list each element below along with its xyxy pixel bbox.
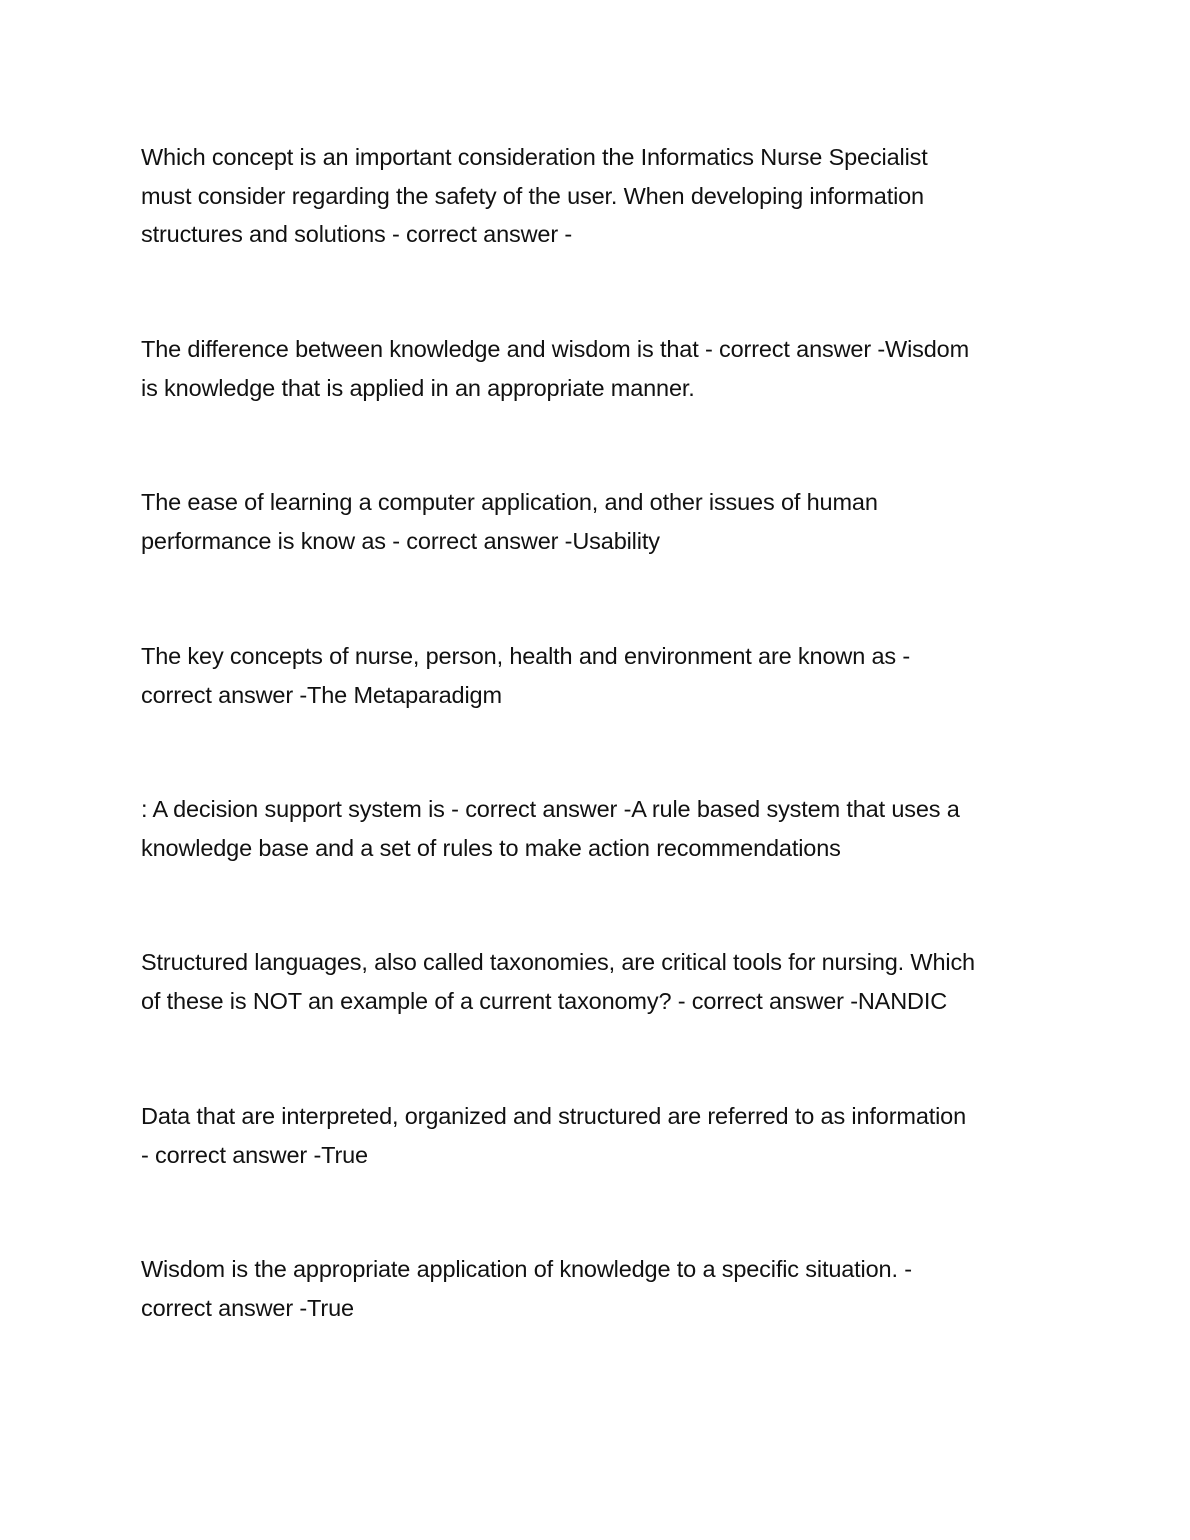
- qa-text-line: of these is NOT an example of a current taxonomy? - correct answer -NANDIC: [141, 987, 948, 1014]
- qa-text-line: is knowledge that is applied in an appropriate manner.: [141, 374, 695, 401]
- qa-text-line: - correct answer -True: [141, 1141, 368, 1168]
- qa-text-line: The ease of learning a computer application, and other issues of human: [141, 489, 878, 515]
- qa-text-line: Structured languages, also called taxonomies, are critical tools for nursing. Which: [141, 949, 975, 975]
- qa-text-line: performance is know as - correct answer -Usability: [141, 527, 660, 554]
- qa-text-line: knowledge base and a set of rules to make action recommendations: [141, 834, 841, 861]
- qa-item-6: [141, 943, 1046, 1020]
- qa-item-2: [141, 330, 1046, 407]
- qa-text-line: structures and solutions - correct answer -: [141, 221, 573, 248]
- qa-text-line: must consider regarding the safety of the user. When developing information: [141, 182, 924, 209]
- qa-text-line: correct answer -The Metaparadigm: [141, 681, 502, 708]
- qa-item-8: [141, 1250, 1046, 1327]
- qa-item-7: [141, 1097, 1046, 1174]
- qa-text-line: : A decision support system is - correct answer -A rule based system that uses a: [141, 796, 960, 822]
- qa-text-line: Data that are interpreted, organized and structured are referred to as information: [141, 1103, 967, 1129]
- qa-item-5: [141, 790, 1046, 867]
- qa-text-line: Wisdom is the appropriate application of knowledge to a specific situation. -: [141, 1256, 912, 1282]
- qa-text-line: Which concept is an important consideration the Informatics Nurse Specialist: [141, 144, 928, 170]
- qa-text-line: correct answer -True: [141, 1294, 354, 1321]
- qa-item-1: [141, 138, 1046, 254]
- qa-text-line: The key concepts of nurse, person, health and environment are known as -: [141, 643, 911, 669]
- qa-text-line: The difference between knowledge and wisdom is that - correct answer -Wisdom: [141, 336, 970, 362]
- qa-item-3: [141, 483, 1046, 560]
- qa-item-4: [141, 637, 1046, 714]
